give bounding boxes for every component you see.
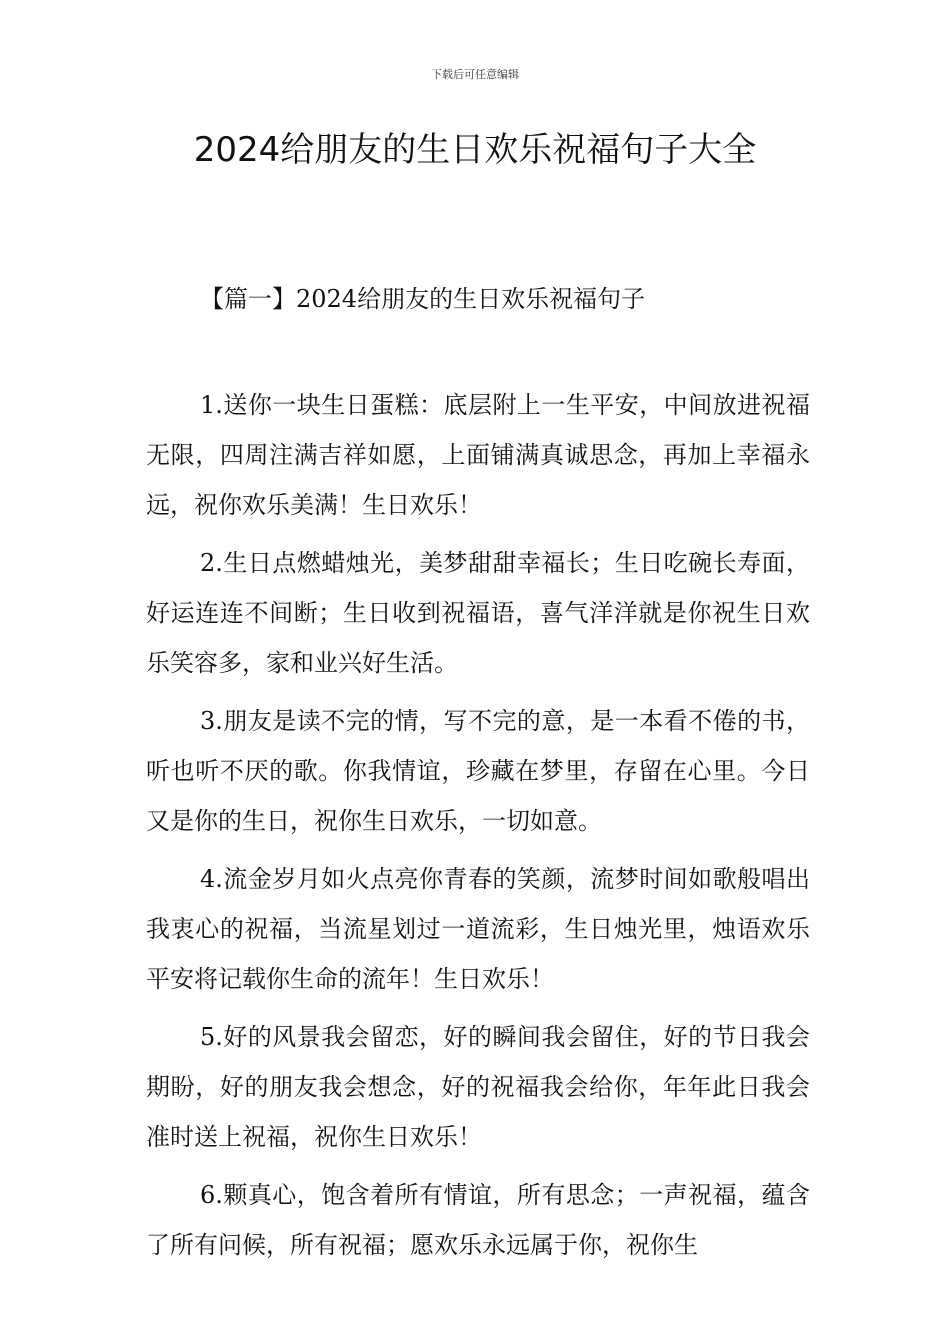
paragraph-1: 1.送你一块生日蛋糕：底层附上一生平安，中间放进祝福无限，四周注满吉祥如愿，上面铺满真诚思念，再加上幸福永远，祝你欢乐美满！生日欢乐！ (146, 391, 810, 519)
paragraph-5: 5.好的风景我会留恋，好的瞬间我会留住，好的节日我会期盼，好的朋友我会想念，好的祝福我会给你，年年此日我会准时送上祝福，祝你生日欢乐！ (146, 1023, 810, 1151)
document-title: 2024给朋友的生日欢乐祝福句子大全 (193, 130, 757, 170)
header-note: 下载后可任意编辑 (431, 68, 519, 81)
section-heading: 【篇一】2024给朋友的生日欢乐祝福句子 (200, 285, 646, 313)
paragraph-3: 3.朋友是读不完的情，写不完的意，是一本看不倦的书，听也听不厌的歌。你我情谊，珍藏在梦里，存留在心里。今日又是你的生日，祝你生日欢乐，一切如意。 (146, 707, 810, 835)
paragraph-2: 2.生日点燃蜡烛光，美梦甜甜幸福长；生日吃碗长寿面，好运连连不间断；生日收到祝福语，喜气洋洋就是你祝生日欢乐笑容多，家和业兴好生活。 (146, 549, 810, 677)
body-text (146, 380, 810, 1278)
paragraph-4: 4.流金岁月如火点亮你青春的笑颜，流梦时间如歌般唱出我衷心的祝福，当流星划过一道流彩，生日烛光里，烛语欢乐平安将记载你生命的流年！生日欢乐！ (146, 865, 810, 993)
paragraph-6: 6.颗真心，饱含着所有情谊，所有思念；一声祝福，蕴含了所有问候，所有祝福；愿欢乐永远属于你，祝你生 (146, 1181, 810, 1259)
